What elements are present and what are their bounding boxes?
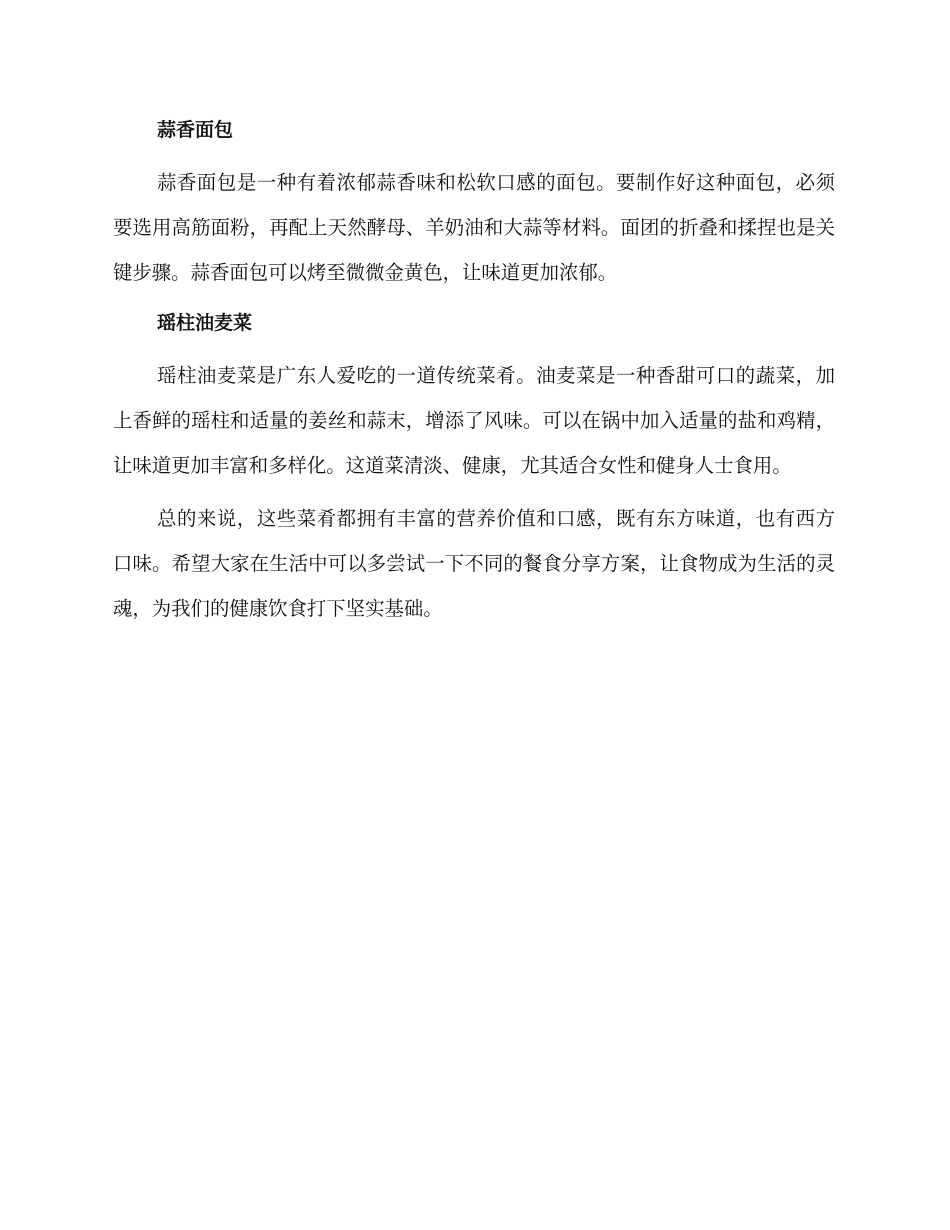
document-page <box>113 110 835 631</box>
section-paragraph-garlic-bread: 蒜香面包是一种有着浓郁蒜香味和松软口感的面包。要制作好这种面包，必须要选用高筋面粉，再配上天然酵母、羊奶油和大蒜等材料。面团的折叠和揉捏也是关键步骤。蒜香面包可以烤至微微金黄色，让味道更加浓郁。 <box>113 171 835 284</box>
section-heading-scallop-lettuce: 瑶柱油麦菜 <box>157 312 253 334</box>
section-heading-garlic-bread: 蒜香面包 <box>157 119 234 141</box>
section-paragraph-scallop-lettuce: 瑶柱油麦菜是广东人爱吃的一道传统菜肴。油麦菜是一种香甜可口的蔬菜，加上香鲜的瑶柱和适量的姜丝和蒜末，增添了风味。可以在锅中加入适量的盐和鸡精，让味道更加丰富和多样化。这道菜清淡、健康，尤其适合女性和健身人士食用。 <box>113 364 835 477</box>
conclusion-paragraph: 总的来说，这些菜肴都拥有丰富的营养价值和口感，既有东方味道，也有西方口味。希望大家在生活中可以多尝试一下不同的餐食分享方案，让食物成为生活的灵魂，为我们的健康饮食打下坚实基础。 <box>113 507 835 620</box>
